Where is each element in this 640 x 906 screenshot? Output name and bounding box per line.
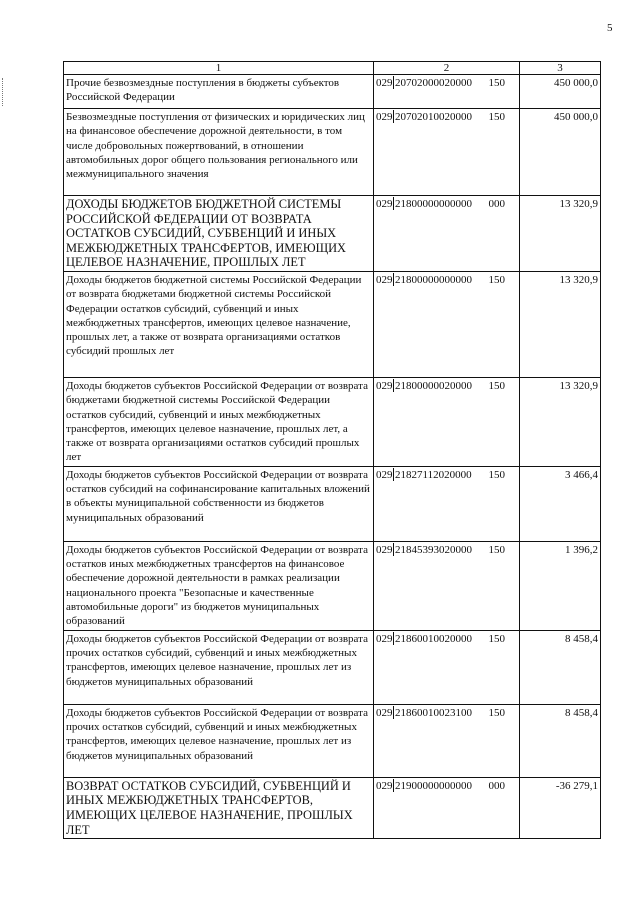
amount-cell: 450 000,0 bbox=[520, 109, 601, 196]
classification-code: 21860010023100 bbox=[395, 706, 472, 719]
table-row bbox=[64, 377, 601, 466]
amount-cell: 8 458,4 bbox=[520, 630, 601, 704]
amount-cell: -36 279,1 bbox=[520, 777, 601, 838]
revenue-name-cell: ДОХОДЫ БЮДЖЕТОВ БЮДЖЕТНОЙ СИСТЕМЫ РОССИЙСКОЙ ФЕДЕРАЦИИ ОТ ВОЗВРАТА ОСТАТКОВ СУБСИДИЙ, СУБВЕНЦИЙ И ИНЫХ МЕЖБЮДЖЕТНЫХ ТРАНСФЕРТОВ, ИМЕЮЩИХ ЦЕЛЕВОЕ НАЗНАЧЕНИЕ, ПРОШЛЫХ ЛЕТ bbox=[64, 196, 374, 272]
amount-cell: 450 000,0 bbox=[520, 75, 601, 109]
admin-code: 029 bbox=[376, 706, 393, 719]
budget-code-cell bbox=[374, 541, 520, 630]
column-header-2: 2 bbox=[374, 62, 520, 75]
column-header-1: 1 bbox=[64, 62, 374, 75]
table-row bbox=[64, 704, 601, 777]
classification-code: 20702000020000 bbox=[395, 77, 472, 89]
code-divider bbox=[393, 706, 394, 719]
amount-cell: 13 320,9 bbox=[520, 271, 601, 377]
revenue-name-cell: Доходы бюджетов субъектов Российской Федерации от возврата бюджетами бюджетной системы Российской Федерации остатков субсидий, субвенций и иных межбюджетных трансфертов, имеющих целевое назначение, прошлых лет, а также от возврата организациями остатков субсидий прошлых лет bbox=[64, 377, 374, 466]
code-divider bbox=[393, 468, 394, 481]
code-divider bbox=[393, 76, 394, 89]
amount-cell: 1 396,2 bbox=[520, 541, 601, 630]
table-row bbox=[64, 109, 601, 196]
admin-code: 029 bbox=[376, 632, 393, 645]
amount-cell: 3 466,4 bbox=[520, 466, 601, 541]
budget-code-cell bbox=[374, 630, 520, 704]
budget-code-cell bbox=[374, 271, 520, 377]
code-divider bbox=[393, 543, 394, 556]
revenue-type-code: 000 bbox=[488, 779, 505, 792]
budget-code-cell bbox=[374, 466, 520, 541]
admin-code: 029 bbox=[376, 273, 393, 286]
revenue-name-cell: Безвозмездные поступления от физических и юридических лиц на финансовое обеспечение дорожной деятельности, в том числе добровольных пожертвований, в отношении автомобильных дорог общего пользования регионального или межмуниципального значения bbox=[64, 109, 374, 196]
table-row bbox=[64, 541, 601, 630]
classification-code: 21845393020000 bbox=[395, 543, 472, 556]
amount-cell: 13 320,9 bbox=[520, 377, 601, 466]
revenue-type-code: 150 bbox=[488, 379, 505, 392]
classification-code: 21860010020000 bbox=[395, 632, 472, 645]
budget-code-cell bbox=[374, 109, 520, 196]
table-row bbox=[64, 777, 601, 838]
revenue-type-code: 000 bbox=[488, 198, 505, 210]
page-number: 5 bbox=[607, 22, 613, 34]
revenue-type-code: 150 bbox=[488, 706, 505, 719]
budget-code-cell bbox=[374, 75, 520, 109]
admin-code: 029 bbox=[376, 77, 393, 89]
revenue-name-cell: Доходы бюджетов субъектов Российской Федерации от возврата прочих остатков субсидий, субвенций и иных межбюджетных трансфертов, имеющих целевое назначение, прошлых лет из бюджетов муниципальных образований bbox=[64, 704, 374, 777]
table-row bbox=[64, 271, 601, 377]
revenue-name-cell: Доходы бюджетов субъектов Российской Федерации от возврата остатков субсидий на софинансирование капитальных вложений в объекты муниципальной собственности из бюджетов муниципальных образований bbox=[64, 466, 374, 541]
revenue-name-cell: ВОЗВРАТ ОСТАТКОВ СУБСИДИЙ, СУБВЕНЦИЙ И ИНЫХ МЕЖБЮДЖЕТНЫХ ТРАНСФЕРТОВ, ИМЕЮЩИХ ЦЕЛЕВОЕ НАЗНАЧЕНИЕ, ПРОШЛЫХ ЛЕТ bbox=[64, 777, 374, 838]
classification-code: 21800000000000 bbox=[395, 198, 472, 210]
code-divider bbox=[393, 110, 394, 123]
revenue-name-cell: Доходы бюджетов субъектов Российской Федерации от возврата остатков иных межбюджетных трансфертов на финансовое обеспечение дорожной деятельности в рамках реализации национального проекта "Безопасные и качественные автомобильные дороги" из бюджетов муниципальных образований bbox=[64, 541, 374, 630]
admin-code: 029 bbox=[376, 468, 393, 481]
code-divider bbox=[393, 273, 394, 286]
admin-code: 029 bbox=[376, 779, 393, 792]
budget-code-cell bbox=[374, 196, 520, 272]
admin-code: 029 bbox=[376, 379, 393, 392]
classification-code: 20702010020000 bbox=[395, 111, 472, 123]
column-header-3: 3 bbox=[520, 62, 601, 75]
revenue-type-code: 150 bbox=[488, 111, 505, 123]
classification-code: 21800000020000 bbox=[395, 379, 472, 392]
revenue-name-cell: Прочие безвозмездные поступления в бюджеты субъектов Российской Федерации bbox=[64, 75, 374, 109]
table-row bbox=[64, 75, 601, 109]
budget-code-cell bbox=[374, 704, 520, 777]
table-row bbox=[64, 196, 601, 272]
classification-code: 21827112020000 bbox=[395, 468, 472, 481]
budget-code-cell bbox=[374, 777, 520, 838]
table-row bbox=[64, 630, 601, 704]
table-header-row bbox=[64, 62, 601, 75]
admin-code: 029 bbox=[376, 198, 393, 210]
code-divider bbox=[393, 779, 394, 792]
classification-code: 21800000000000 bbox=[395, 273, 472, 286]
admin-code: 029 bbox=[376, 111, 393, 123]
revenue-name-cell: Доходы бюджетов субъектов Российской Федерации от возврата прочих остатков субсидий, субвенций и иных межбюджетных трансфертов, имеющих целевое назначение, прошлых лет из бюджетов муниципальных образований bbox=[64, 630, 374, 704]
code-divider bbox=[393, 632, 394, 645]
code-divider bbox=[393, 197, 394, 210]
revenue-type-code: 150 bbox=[488, 77, 505, 89]
revenue-name-cell: Доходы бюджетов бюджетной системы Российской Федерации от возврата бюджетами бюджетной системы Российской Федерации остатков субсидий, субвенций и иных межбюджетных трансфертов, имеющих целевое назначение, прошлых лет, а также от возврата организациями остатков субсидий прошлых лет bbox=[64, 271, 374, 377]
admin-code: 029 bbox=[376, 543, 393, 556]
code-divider bbox=[393, 379, 394, 392]
table-body bbox=[64, 75, 601, 839]
revenue-type-code: 150 bbox=[488, 468, 505, 481]
revenue-type-code: 150 bbox=[488, 632, 505, 645]
amount-cell: 13 320,9 bbox=[520, 196, 601, 272]
budget-code-cell bbox=[374, 377, 520, 466]
amount-cell: 8 458,4 bbox=[520, 704, 601, 777]
classification-code: 21900000000000 bbox=[395, 779, 472, 792]
revenue-type-code: 150 bbox=[488, 543, 505, 556]
table-row bbox=[64, 466, 601, 541]
revenue-type-code: 150 bbox=[488, 273, 505, 286]
revenue-table bbox=[63, 61, 601, 839]
margin-mark bbox=[2, 78, 5, 106]
